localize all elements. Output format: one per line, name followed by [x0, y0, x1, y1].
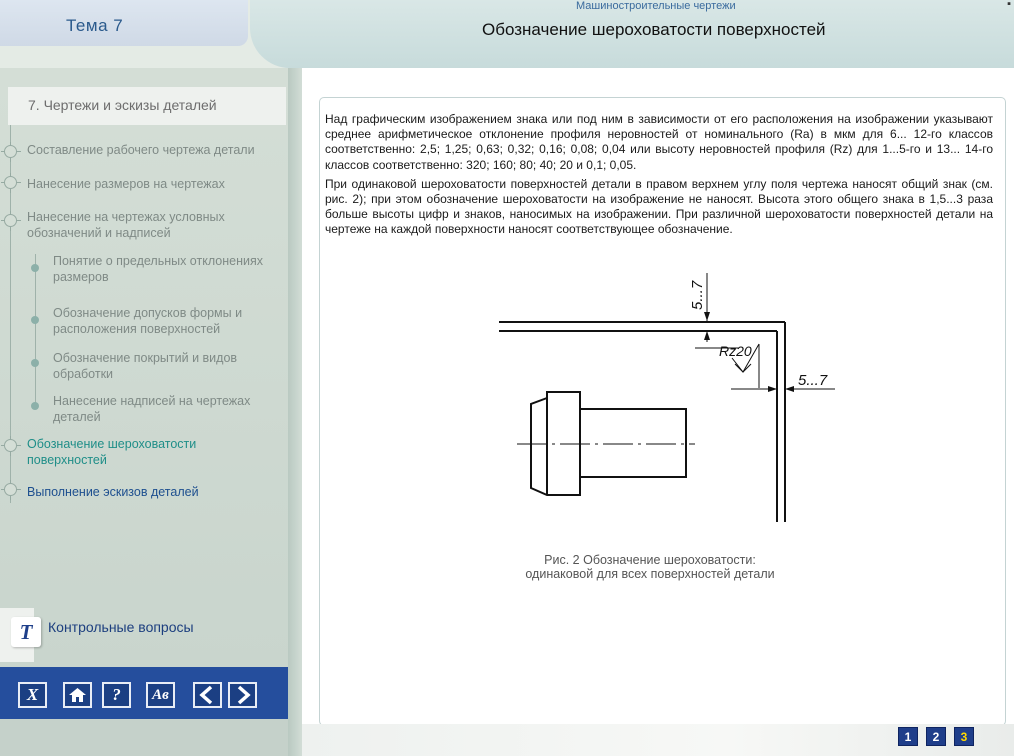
sidebar-item-working-drawing[interactable]: Составление рабочего чертежа детали [27, 143, 255, 157]
close-icon[interactable]: ▪ [1007, 0, 1011, 10]
topic-header [0, 0, 248, 46]
tree-node-icon [4, 176, 18, 190]
dim-label-horizontal: 5...7 [798, 372, 828, 389]
sidebar-item-dimensions[interactable]: Нанесение размеров на чертежах [27, 177, 225, 191]
subnode-icon [31, 264, 39, 272]
subnode-icon [31, 402, 39, 410]
caption-line-2: одинаковой для всех поверхностей детали [525, 567, 775, 581]
caption-line-1: Рис. 2 Обозначение шероховатости: [544, 553, 756, 567]
page-button-2[interactable]: 2 [926, 727, 946, 746]
tree-node-icon [4, 439, 18, 453]
sidebar-item-conventional-symbols[interactable]: Нанесение на чертежах условных обозначений и надписей [27, 210, 225, 240]
chapter-title: 7. Чертежи и эскизы деталей [28, 97, 217, 113]
arrow-left-icon [195, 684, 220, 706]
subnode-icon [31, 359, 39, 367]
help-button[interactable]: ? [102, 682, 131, 708]
sidebar [0, 68, 288, 667]
sidebar-item-sketches[interactable]: Выполнение эскизов деталей [27, 485, 199, 499]
tree-node-icon [4, 214, 18, 228]
sidebar-item-form-tolerances[interactable]: Обозначение допусков формы и расположения поверхностей [53, 306, 243, 336]
roughness-drawing [495, 268, 840, 528]
dim-arrow-left [785, 386, 794, 392]
content-text [325, 112, 993, 242]
sidebar-edge [288, 68, 302, 756]
subnode-icon [31, 316, 39, 324]
glossary-button[interactable]: Aв [146, 682, 175, 708]
dim-label-vertical: 5...7 [689, 280, 706, 310]
page-title: Обозначение шероховатости поверхностей [482, 20, 826, 39]
dim-arrow-up [704, 331, 710, 340]
tree-subline [35, 254, 36, 406]
next-button[interactable] [228, 682, 257, 708]
sidebar-item-inscriptions[interactable]: Нанесение надписей на чертежах деталей [53, 394, 251, 424]
roughness-label: Rz20 [719, 343, 752, 359]
arrow-right-icon [230, 684, 255, 706]
sidebar-item-coatings[interactable]: Обозначение покрытий и видов обработки [53, 351, 238, 381]
tree-node-icon [4, 145, 18, 159]
course-title: Машиностроительные чертежи [576, 0, 736, 12]
page-button-1[interactable]: 1 [898, 727, 918, 746]
figure-caption [440, 553, 860, 581]
part-shaft [580, 409, 686, 477]
home-icon [65, 684, 90, 706]
dim-arrow-down [704, 312, 710, 321]
home-button[interactable] [63, 682, 92, 708]
quiz-link[interactable]: Контрольные вопросы [48, 619, 194, 635]
paragraph-2: При одинаковой шероховатости поверхностей детали в правом верхнем углу поля чертежа наносят общий знак (см. рис. 2); при этом обозначение шероховатости на изображение не наносят. Высота этого общего знака в 1,5...3 раза больше высоты цифр и знаков, наносимых на изображении. При различной шероховатости поверхностей детали на чертеже на каждой поверхности наносят соответствующее обозначение. [325, 176, 993, 237]
sidebar-footer [0, 719, 288, 756]
dim-arrow-right [768, 386, 777, 392]
chapter-header[interactable] [8, 87, 286, 125]
paragraph-1: Над графическим изображением знака или под ним в зависимости от его расположения на изображении указывают среднее арифметическое отклонение профиля неровностей от номинального (Ra) в мкм для 6... 12-го классов соответственно: 2,5; 1,25; 0,63; 0,32; 0,16; 0,08; 0,04 или высоту неровностей профиля (Rz) для 1...5-го и 13... 14-го классов соответственно: 320; 160; 80; 40; 20 и 0,1; 0,05. [325, 112, 993, 172]
exit-button[interactable]: X [18, 682, 47, 708]
sidebar-item-limit-deviations[interactable]: Понятие о предельных отклонениях размеров [53, 254, 263, 284]
prev-button[interactable] [193, 682, 222, 708]
sidebar-item-roughness[interactable]: Обозначение шероховатости поверхностей [27, 437, 197, 467]
tree-node-icon [4, 483, 18, 497]
topic-title: Тема 7 [66, 16, 124, 35]
page-button-3[interactable]: 3 [954, 727, 974, 746]
quiz-icon[interactable]: T [11, 617, 41, 647]
